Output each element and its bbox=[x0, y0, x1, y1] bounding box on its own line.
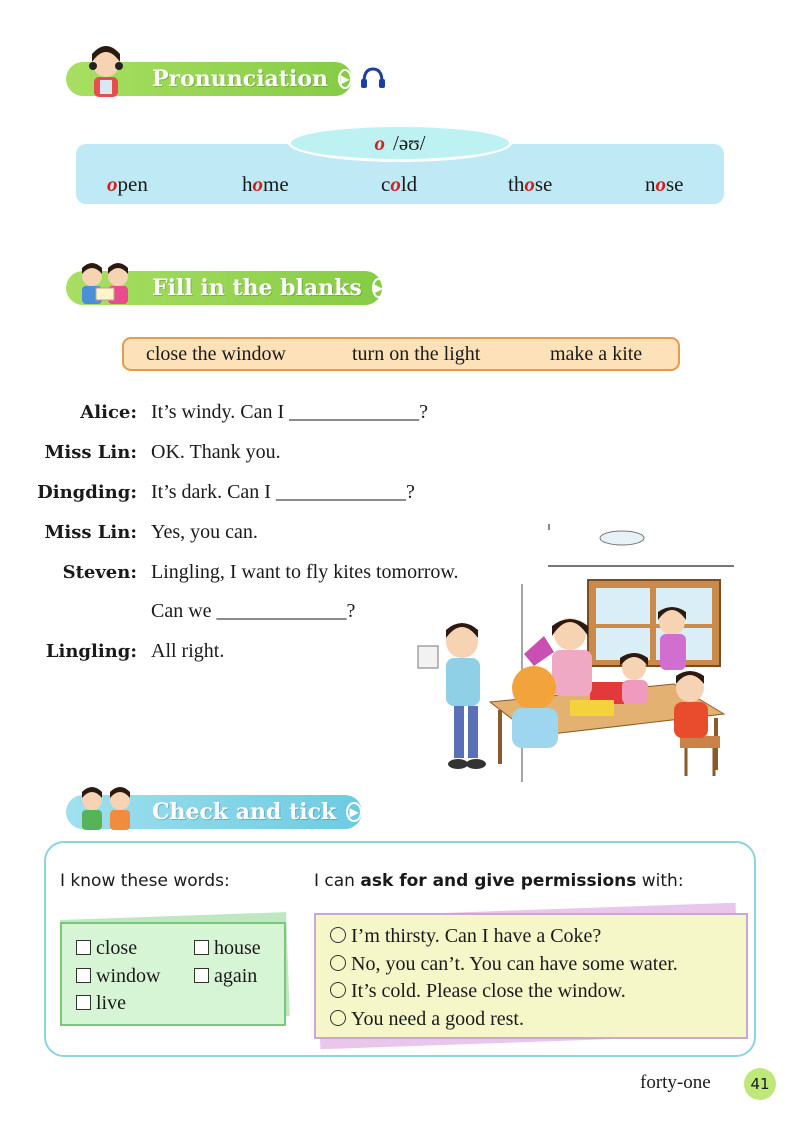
headphones-icon[interactable] bbox=[360, 66, 386, 90]
play-arrow-icon[interactable]: ▶ bbox=[346, 802, 362, 822]
can-skills-label: I can ask for and give permissions with: bbox=[314, 871, 684, 891]
dialogue-line: It’s windy. Can I _____________? bbox=[151, 401, 429, 423]
two-kids-waving-icon bbox=[74, 786, 138, 832]
pronunciation-word: open bbox=[107, 172, 148, 196]
word-checkbox[interactable]: live bbox=[76, 992, 126, 1015]
section-title-pronunciation: Pronunciation bbox=[152, 66, 328, 92]
radio-circle-icon[interactable] bbox=[330, 982, 346, 998]
word-checkbox[interactable]: window bbox=[76, 965, 160, 988]
checkbox-icon[interactable] bbox=[76, 995, 91, 1010]
word-bank-phrase: turn on the light bbox=[352, 343, 481, 365]
word-checkbox[interactable]: again bbox=[194, 965, 257, 988]
dialogue-line: Lingling, I want to fly kites tomorrow. bbox=[151, 561, 459, 583]
girl-headphones-icon bbox=[80, 46, 136, 98]
phoneme-ipa: /əʊ/ bbox=[392, 130, 426, 155]
page-number-words: forty-one bbox=[640, 1072, 711, 1093]
sentence-option[interactable]: No, you can’t. You can have some water. bbox=[330, 953, 678, 976]
dialogue-line: Can we _____________? bbox=[151, 600, 356, 622]
sentence-option[interactable]: You need a good rest. bbox=[330, 1008, 524, 1031]
pronunciation-word: home bbox=[242, 172, 289, 196]
section-title-fill: Fill in the blanks bbox=[152, 275, 362, 301]
checkbox-icon[interactable] bbox=[76, 940, 91, 955]
speaker-name: Dingding: bbox=[37, 482, 137, 503]
page-number-badge: 41 bbox=[744, 1068, 776, 1100]
sentence-option[interactable]: I’m thirsty. Can I have a Coke? bbox=[330, 925, 601, 948]
speaker-name: Steven: bbox=[62, 562, 137, 583]
dialogue-line: All right. bbox=[151, 640, 225, 662]
checkbox-icon[interactable] bbox=[194, 940, 209, 955]
dialogue-line: It’s dark. Can I _____________? bbox=[151, 481, 415, 503]
checkbox-icon[interactable] bbox=[194, 968, 209, 983]
play-arrow-icon[interactable]: ▶ bbox=[338, 69, 352, 89]
word-checkbox[interactable]: close bbox=[76, 937, 137, 960]
phoneme-header bbox=[288, 124, 512, 162]
speaker-name: Alice: bbox=[80, 402, 137, 423]
classroom-illustration bbox=[394, 524, 734, 786]
section-title-check: Check and tick bbox=[152, 799, 337, 825]
dialogue-line: OK. Thank you. bbox=[151, 441, 281, 463]
play-arrow-icon[interactable]: ▶ bbox=[372, 278, 385, 298]
know-words-label: I know these words: bbox=[60, 871, 230, 891]
checkbox-icon[interactable] bbox=[76, 968, 91, 983]
word-bank-phrase: make a kite bbox=[550, 343, 643, 365]
speaker-name: Lingling: bbox=[45, 641, 137, 662]
two-kids-reading-icon bbox=[74, 262, 138, 306]
dialogue-line: Yes, you can. bbox=[151, 521, 258, 543]
word-checkbox[interactable]: house bbox=[194, 937, 261, 960]
pronunciation-word: nose bbox=[645, 172, 684, 196]
phoneme-letter: o bbox=[374, 130, 385, 155]
speaker-name: Miss Lin: bbox=[44, 522, 137, 543]
word-bank-phrase: close the window bbox=[146, 343, 286, 365]
sentence-option[interactable]: It’s cold. Please close the window. bbox=[330, 980, 626, 1003]
pronunciation-word: those bbox=[508, 172, 553, 196]
radio-circle-icon[interactable] bbox=[330, 1010, 346, 1026]
pronunciation-word: cold bbox=[381, 172, 418, 196]
radio-circle-icon[interactable] bbox=[330, 927, 346, 943]
speaker-name: Miss Lin: bbox=[44, 442, 137, 463]
radio-circle-icon[interactable] bbox=[330, 955, 346, 971]
word-bank bbox=[122, 337, 680, 371]
